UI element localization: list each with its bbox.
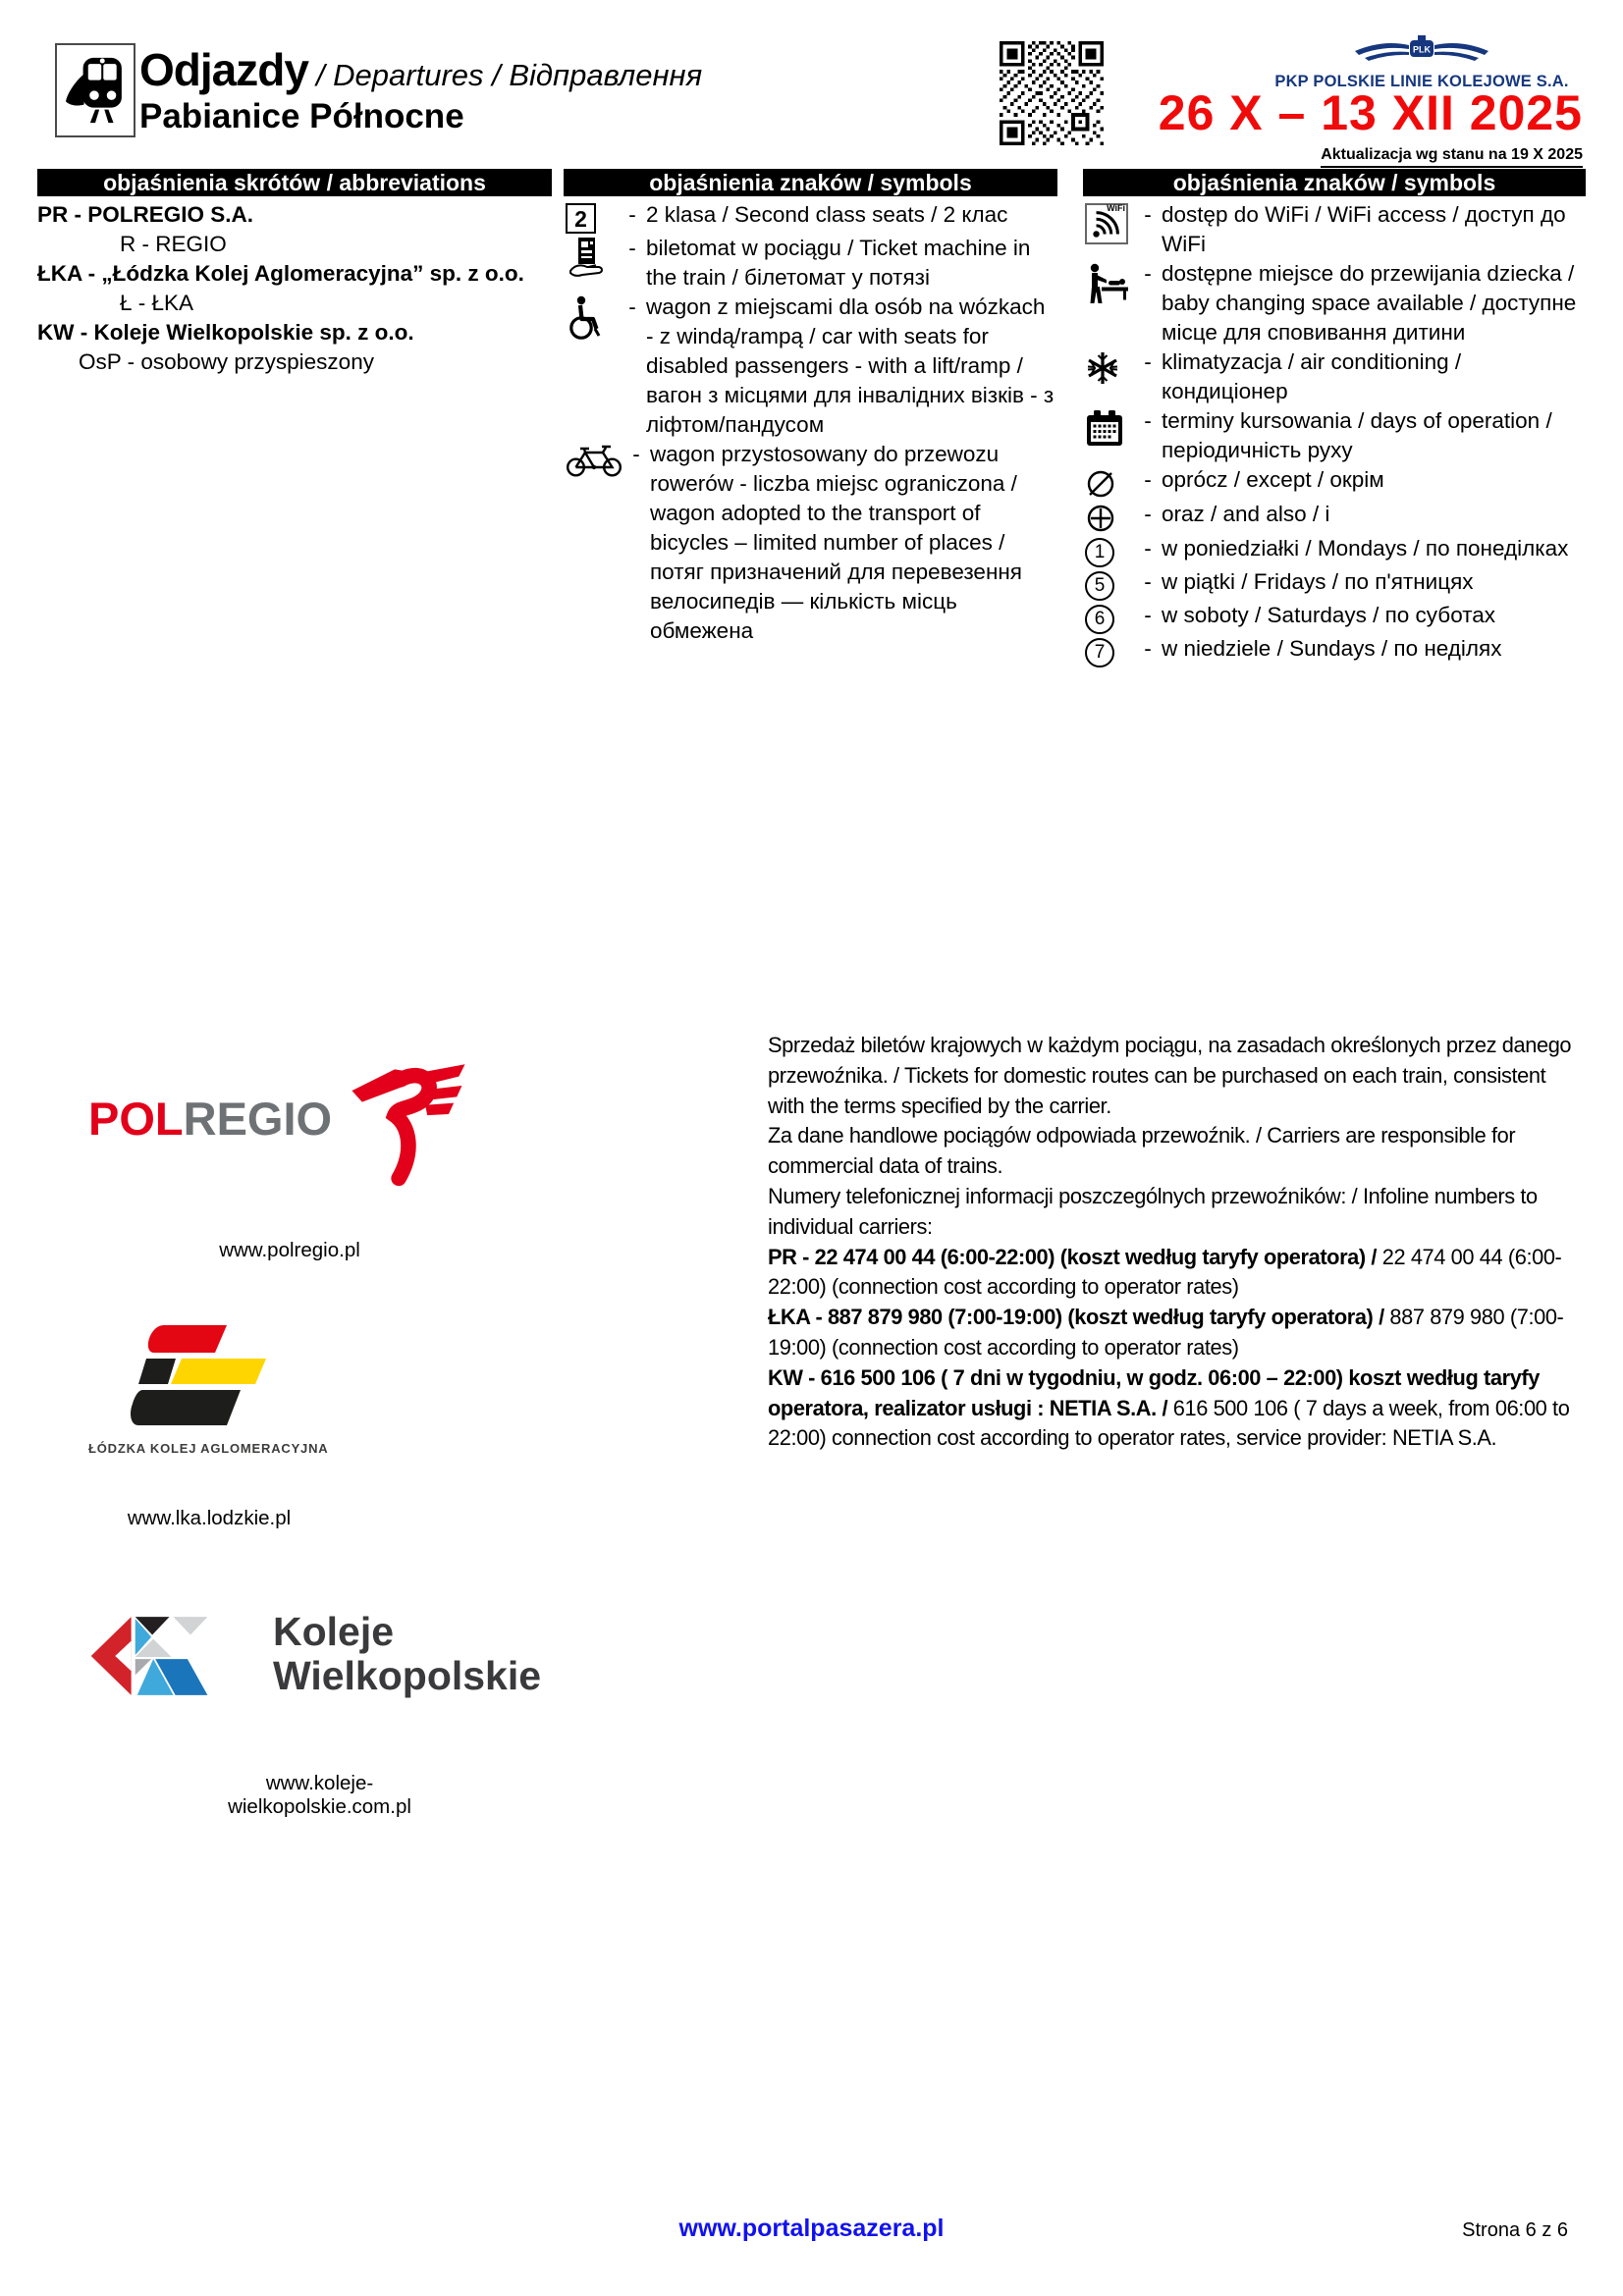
kw-website[interactable]: www.koleje-wielkopolskie.com.pl (228, 1772, 411, 1818)
legend-text: dostępne miejsce do przewijania dziecka / baby changing space available / доступне місце для сповивання дитини (1162, 261, 1577, 345)
legend-text: terminy kursowania / days of operation / періодичність руху (1162, 408, 1552, 462)
qr-code (1000, 41, 1104, 145)
page-title-translations: / Departures / Відправлення (315, 58, 703, 92)
abbreviation-item: KW - Koleje Wielkopolskie sp. z o.o. (37, 320, 414, 345)
legend-row: - biletomat w pociągu / Ticket machine in the train / білетомат у потязі (564, 234, 1057, 293)
symbols-column-2 (1083, 169, 1586, 667)
legend-row: - oprócz / except / окрім (1083, 465, 1586, 500)
info-paragraph: PR - 22 474 00 44 (6:00-22:00) (koszt według taryfy operatora) / 22 474 00 44 (6:00-22:00) (connection cost according to operator rates) (768, 1244, 1562, 1300)
legend-row: - terminy kursowania / days of operation / періодичність руху (1083, 406, 1586, 465)
info-paragraph: Sprzedaż biletów krajowych w każdym pociągu, na zasadach określonych przez danego przewoźnika. / Tickets for domestic routes can be purchased on each train, consistent with the terms specified by the carrier. (768, 1033, 1572, 1118)
legend-row: 2 - 2 klasa / Second class seats / 2 клас (564, 200, 1057, 234)
page-title: Odjazdy (139, 44, 308, 95)
legend-text: wagon przystosowany do przewozu rowerów - liczba miejsc ograniczona / wagon adopted to the transport of bicycles – limited number of places / потяг призначений для перевезення велосипедів — кількість місць обмежена (650, 442, 1022, 643)
abbreviations-column (37, 169, 552, 377)
wifi-icon: WiFi (1085, 203, 1128, 244)
portal-pasazera-link[interactable]: www.portalpasazera.pl (678, 2215, 945, 2242)
symbols-column-1 (564, 169, 1057, 646)
legend-text: biletomat w pociągu / Ticket machine in the train / білетомат у потязі (646, 236, 1031, 290)
legend-text: klimatyzacja / air conditioning / кондиціонер (1162, 349, 1462, 403)
legend-row: - wagon z miejscami dla osób na wózkach - z windą/rampą / car with seats for disabled passengers - with a lift/ramp / вагон з місцями для інвалідних візків - з ліфтом/пандусом (564, 293, 1057, 440)
symbols-header: objaśnienia znaków / symbols (1083, 169, 1586, 196)
circled-5-icon: 5 (1085, 571, 1114, 601)
legend-text: w piątki / Fridays / по п'ятницях (1162, 569, 1474, 594)
symbols-header: objaśnienia znaków / symbols (564, 169, 1057, 196)
info-paragraph: KW - 616 500 106 ( 7 dni w tygodniu, w godz. 06:00 – 22:00) koszt według taryfy operatora, realizator usługi : NETIA S.A. / 616 500 106 ( 7 days a week, from 06:00 to 22:00) connection cost according to operator rates, service provider: NETIA S.A. (768, 1364, 1570, 1451)
legend-row: - klimatyzacja / air conditioning / кондиціонер (1083, 347, 1586, 406)
abbreviation-item: R - REGIO (120, 232, 227, 256)
wheelchair-icon (564, 293, 619, 341)
legend-text: dostęp do WiFi / WiFi access / доступ до WiFi (1162, 202, 1566, 256)
circled-1-icon: 1 (1085, 538, 1114, 567)
baby-changing-icon (1083, 259, 1134, 307)
update-note: Aktualizacja wg stanu na 19 X 2025 (1321, 146, 1583, 168)
legend-text: 2 klasa / Second class seats / 2 клас (646, 202, 1008, 227)
svg-text:PLK: PLK (1413, 44, 1431, 55)
kw-logo-icon (88, 1612, 250, 1705)
legend-row: 6 - w soboty / Saturdays / по суботах (1083, 601, 1586, 634)
validity-date-range: 26 X – 13 XII 2025 (1158, 85, 1583, 140)
train-front-icon (65, 53, 126, 128)
abbreviation-item: ŁKA - „Łódzka Kolej Aglomeracyjna” sp. z o.o. (37, 261, 524, 286)
info-paragraph: Za dane handlowe pociągów odpowiada przewoźnik. / Carriers are responsible for commercial data of trains. (768, 1123, 1516, 1179)
legend-row: - dostępne miejsce do przewijania dziecka / baby changing space available / доступне місце для сповивання дитини (1083, 259, 1586, 347)
polregio-website[interactable]: www.polregio.pl (219, 1239, 360, 1261)
legend-text: w soboty / Saturdays / по суботах (1162, 603, 1496, 627)
page-number: Strona 6 z 6 (1462, 2219, 1568, 2241)
legend-row: 5 - w piątki / Fridays / по п'ятницях (1083, 567, 1586, 601)
legend-row: - wagon przystosowany do przewozu rowerów - liczba miejsc ograniczona / wagon adopted to the transport of bicycles – limited number of places / потяг призначений для перевезення велосипедів — кількість місць обмежена (564, 440, 1057, 646)
pkp-plk-logo (1257, 33, 1587, 91)
legend-text: oraz / and also / i (1162, 502, 1330, 526)
abbreviations-header: objaśnienia skrótów / abbreviations (37, 169, 552, 196)
abbreviation-item: OsP - osobowy przyspieszony (79, 349, 374, 374)
legend-text: oprócz / except / окрім (1162, 467, 1384, 492)
air-conditioning-icon (1083, 347, 1134, 386)
polregio-logo: POLREGIO (88, 1093, 333, 1145)
legend-text: w poniedziałki / Mondays / по понеділках (1162, 536, 1569, 561)
pkp-company-name: PKP POLSKIE LINIE KOLEJOWE S.A. (1274, 73, 1569, 90)
legend-row: - oraz / and also / i (1083, 500, 1586, 534)
legend-text: w niedziele / Sundays / по неділях (1162, 636, 1502, 661)
calendar-icon (1083, 406, 1134, 449)
polregio-bird-icon (326, 1058, 491, 1201)
bicycle-icon (564, 440, 622, 478)
abbreviation-item: PR - POLREGIO S.A. (37, 202, 254, 227)
info-paragraph: ŁKA - 887 879 980 (7:00-19:00) (koszt według taryfy operatora) / 887 879 980 (7:00-19:00) (connection cost according to operator rates) (768, 1305, 1564, 1360)
lka-company-name: ŁÓDZKA KOLEJ AGLOMERACYJNA (88, 1441, 329, 1456)
carrier-info-text (768, 1031, 1585, 1454)
train-icon (55, 43, 135, 137)
except-icon (1083, 465, 1134, 500)
abbreviation-item: Ł - ŁKA (120, 291, 194, 315)
kw-company-name: Koleje Wielkopolskie (273, 1609, 542, 1698)
lka-website[interactable]: www.lka.lodzkie.pl (127, 1507, 292, 1529)
lka-logo-icon (131, 1323, 278, 1438)
legend-row: 7 - w niedziele / Sundays / по неділях (1083, 634, 1586, 667)
legend-row: WiFi - dostęp do WiFi / WiFi access / доступ до WiFi (1083, 200, 1586, 259)
legend-text: wagon z miejscami dla osób na wózkach - z windą/rampą / car with seats for disabled passengers - with a lift/ramp / вагон з місцями для інвалідних візків - з ліфтом/пандусом (646, 294, 1055, 437)
and-also-icon (1083, 500, 1134, 534)
circled-7-icon: 7 (1085, 638, 1114, 667)
legend-row: 1 - w poniedziałki / Mondays / по понеділках (1083, 534, 1586, 567)
circled-6-icon: 6 (1085, 605, 1114, 634)
info-paragraph: Numery telefonicznej informacji poszczególnych przewoźników: / Infoline numbers to individual carriers: (768, 1183, 1538, 1239)
second-class-icon: 2 (566, 203, 596, 234)
station-name: Pabianice Północne (139, 97, 464, 135)
ticket-machine-icon (564, 234, 619, 280)
pkp-wings-icon (1353, 33, 1490, 67)
